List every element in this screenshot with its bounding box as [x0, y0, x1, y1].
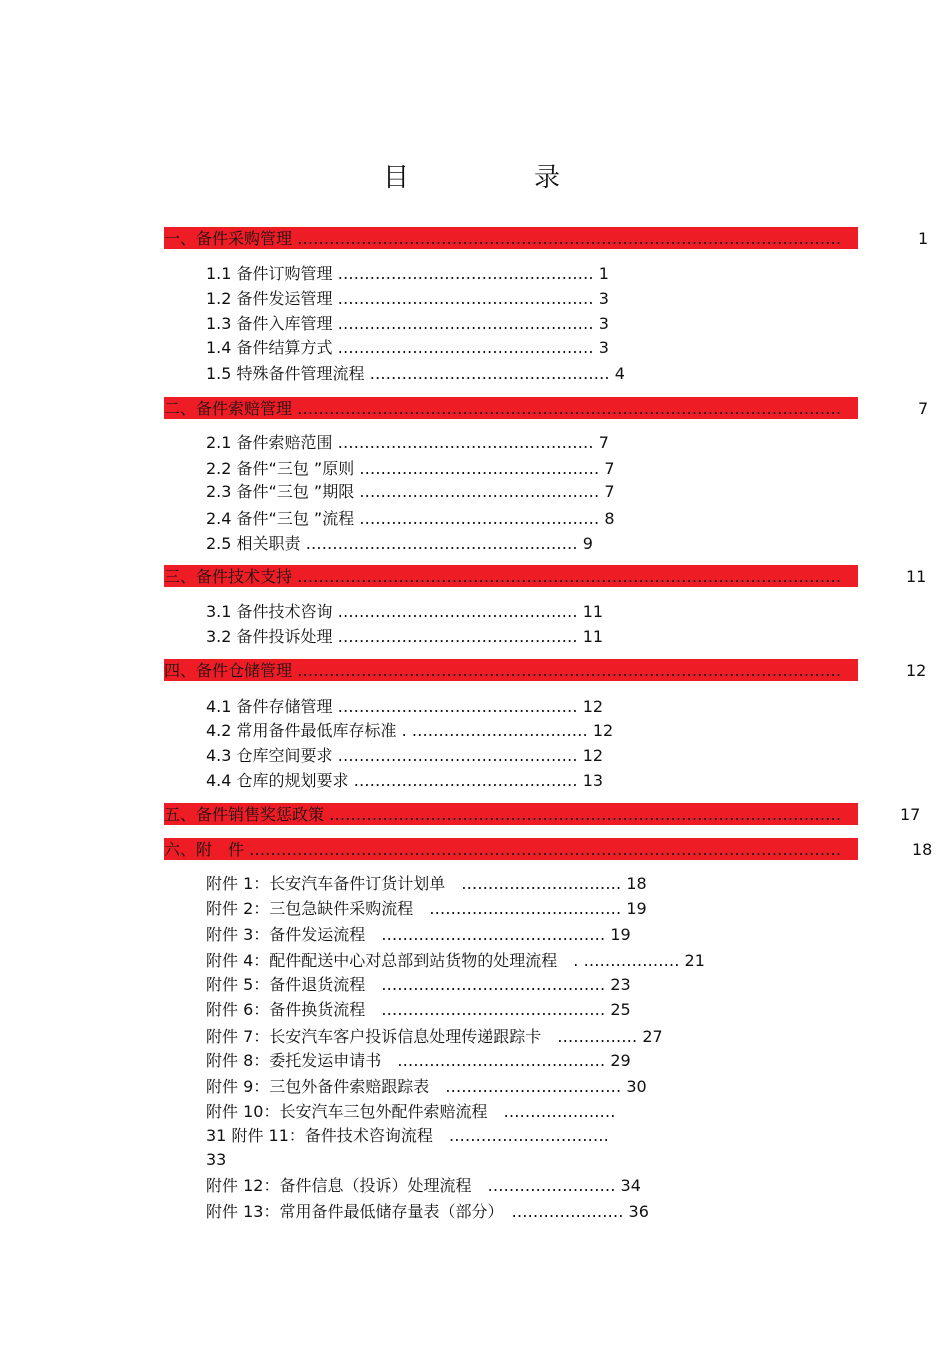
toc-item[interactable]: 2.5 相关职责 …………………………………………… 9	[206, 534, 593, 553]
toc-section-5[interactable]	[164, 803, 858, 825]
toc-item[interactable]: 31 附件 11：备件技术咨询流程 …………………………	[206, 1126, 609, 1145]
title-char-1: 目	[383, 163, 410, 193]
toc-item[interactable]: 附件 13：常用备件最低储存量表（部分） ………………… 36	[206, 1202, 649, 1221]
toc-section-2[interactable]	[164, 397, 858, 419]
toc-section-page: 17	[900, 805, 921, 824]
toc-section-label: 四、备件仓储管理 …………………………………………………………………………………………	[164, 661, 842, 680]
toc-item[interactable]: 33	[206, 1150, 227, 1169]
toc-section-label: 二、备件索赔管理 …………………………………………………………………………………………	[164, 399, 842, 418]
toc-item[interactable]: 附件 3：备件发运流程 …………………………………… 19	[206, 925, 631, 944]
toc-item[interactable]: 1.3 备件入库管理 ………………………………………… 3	[206, 314, 609, 333]
toc-item[interactable]: 2.1 备件索赔范围 ………………………………………… 7	[206, 433, 609, 452]
toc-item[interactable]: 附件 6：备件换货流程 …………………………………… 25	[206, 1000, 631, 1019]
title-char-2: 录	[534, 163, 561, 193]
toc-item[interactable]: 2.4 备件“三包 ”流程 ……………………………………… 8	[206, 509, 615, 528]
toc-section-page: 18	[912, 840, 933, 859]
toc-item[interactable]: 2.2 备件“三包 ”原则 ……………………………………… 7	[206, 459, 615, 478]
toc-section-page: 12	[906, 661, 927, 680]
toc-section-page: 11	[906, 567, 927, 586]
toc-item[interactable]: 4.2 常用备件最低库存标准 . …………………………… 12	[206, 721, 614, 740]
toc-item[interactable]: 4.3 仓库空间要求 ……………………………………… 12	[206, 746, 604, 765]
toc-item[interactable]: 1.5 特殊备件管理流程 ……………………………………… 4	[206, 364, 625, 383]
toc-section-6[interactable]	[164, 838, 858, 860]
toc-item[interactable]: 2.3 备件“三包 ”期限 ……………………………………… 7	[206, 482, 615, 501]
toc-item[interactable]: 1.2 备件发运管理 ………………………………………… 3	[206, 289, 609, 308]
toc-item[interactable]: 附件 10：长安汽车三包外配件索赔流程 …………………	[206, 1102, 616, 1121]
toc-section-3[interactable]	[164, 565, 858, 587]
toc-item[interactable]: 3.1 备件技术咨询 ……………………………………… 11	[206, 602, 604, 621]
toc-item[interactable]: 4.1 备件存储管理 ……………………………………… 12	[206, 697, 604, 716]
toc-section-1[interactable]	[164, 227, 858, 249]
toc-section-4[interactable]	[164, 659, 858, 681]
toc-item[interactable]: 1.4 备件结算方式 ………………………………………… 3	[206, 338, 609, 357]
toc-item[interactable]: 4.4 仓库的规划要求 …………………………………… 13	[206, 771, 604, 790]
toc-section-label: 一、备件采购管理 …………………………………………………………………………………………	[164, 229, 842, 248]
toc-section-page: 1	[918, 229, 929, 248]
toc-section-label: 六、附 件 …………………………………………………………………………………………………	[164, 840, 842, 859]
toc-item[interactable]: 附件 1：长安汽车备件订货计划单 ………………………… 18	[206, 874, 647, 893]
page-title	[0, 160, 950, 196]
toc-section-page: 7	[918, 399, 929, 418]
toc-section-label: 五、备件销售奖惩政策 ……………………………………………………………………………………	[164, 805, 842, 824]
toc-item[interactable]: 1.1 备件订购管理 ………………………………………… 1	[206, 264, 609, 283]
toc-item[interactable]: 附件 9：三包外备件索赔跟踪表 …………………………… 30	[206, 1077, 647, 1096]
toc-section-label: 三、备件技术支持 …………………………………………………………………………………………	[164, 567, 842, 586]
toc-item[interactable]: 附件 2：三包急缺件采购流程 ……………………………… 19	[206, 899, 647, 918]
toc-item[interactable]: 3.2 备件投诉处理 ……………………………………… 11	[206, 627, 604, 646]
toc-item[interactable]: 附件 8：委托发运申请书 ………………………………… 29	[206, 1051, 631, 1070]
toc-item[interactable]: 附件 4：配件配送中心对总部到站货物的处理流程 . ……………… 21	[206, 951, 705, 970]
toc-item[interactable]: 附件 7：长安汽车客户投诉信息处理传递跟踪卡 …………… 27	[206, 1027, 663, 1046]
toc-item[interactable]: 附件 5：备件退货流程 …………………………………… 23	[206, 975, 631, 994]
toc-item[interactable]: 附件 12：备件信息（投诉）处理流程 …………………… 34	[206, 1176, 641, 1195]
